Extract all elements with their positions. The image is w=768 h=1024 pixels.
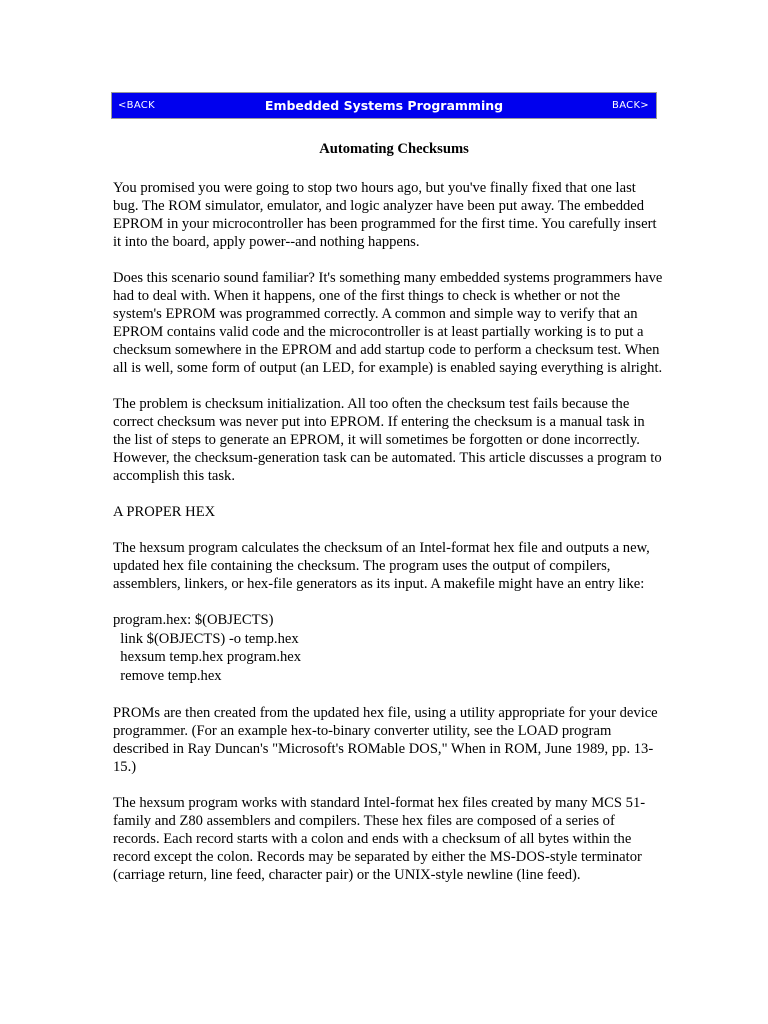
- paragraph-intro: You promised you were going to stop two hours ago, but you've finally fixed that one last bug. The ROM simulator, emulator, and logic analyzer have been put away. The embedded EPROM in your microcontroller has been programmed for the first time. You carefully insert it into the board, apply power--and nothing happens.: [113, 180, 657, 250]
- navigation-bar: [111, 92, 657, 119]
- makefile-example: program.hex: $(OBJECTS) link $(OBJECTS) -o temp.hex hexsum temp.hex program.hex remove temp.hex: [113, 612, 302, 685]
- section-heading: A PROPER HEX: [113, 504, 216, 520]
- back-link-right[interactable]: BACK>: [612, 100, 649, 111]
- paragraph-hex-format: The hexsum program works with standard Intel-format hex files created by many MCS 51-family and Z80 assemblers and compilers. These hex files are composed of a series of records. Each record starts with a colon and ends with a checksum of all bytes within the record except the colon. Records may be separated by either the MS-DOS-style terminator (carriage return, line feed, character pair) or the UNIX-style newline (line feed).: [113, 794, 646, 883]
- paragraph-problem: The problem is checksum initialization. All too often the checksum test fails because the correct checksum was never put into EPROM. If entering the checksum is a manual task in the list of steps to generate an EPROM, it will sometimes be forgotten or done incorrectly. However, the checksum-generation task can be automated. This article discusses a program to accomplish this task.: [113, 396, 662, 484]
- paragraph-proms: PROMs are then created from the updated hex file, using a utility appropriate for your device programmer. (For an example hex-to-binary converter utility, see the LOAD program described in Ray Duncan's "Microsoft's ROMable DOS," When in ROM, June 1989, pp. 13-15.): [113, 704, 658, 775]
- article-body: [113, 139, 663, 902]
- back-link-left[interactable]: <BACK: [118, 100, 155, 111]
- paragraph-hexsum: The hexsum program calculates the checksum of an Intel-format hex file and outputs a new, updated hex file containing the checksum. The program uses the output of compilers, assemblers, linkers, or hex-file generators as its input. A makefile might have an entry like:: [113, 540, 650, 592]
- magazine-title: Embedded Systems Programming: [264, 98, 504, 113]
- paragraph-scenario: Does this scenario sound familiar? It's something many embedded systems programmers have had to deal with. When it happens, one of the first things to check is whether or not the system's EPROM was programmed correctly. A common and simple way to verify that an EPROM contains valid code and the microcontroller is at least partially working is to put a checksum somewhere in the EPROM and add startup code to perform a checksum test. When all is well, some form of output (an LED, for example) is enabled saying everything is alright.: [113, 270, 663, 376]
- article-title: Automating Checksums: [319, 141, 469, 157]
